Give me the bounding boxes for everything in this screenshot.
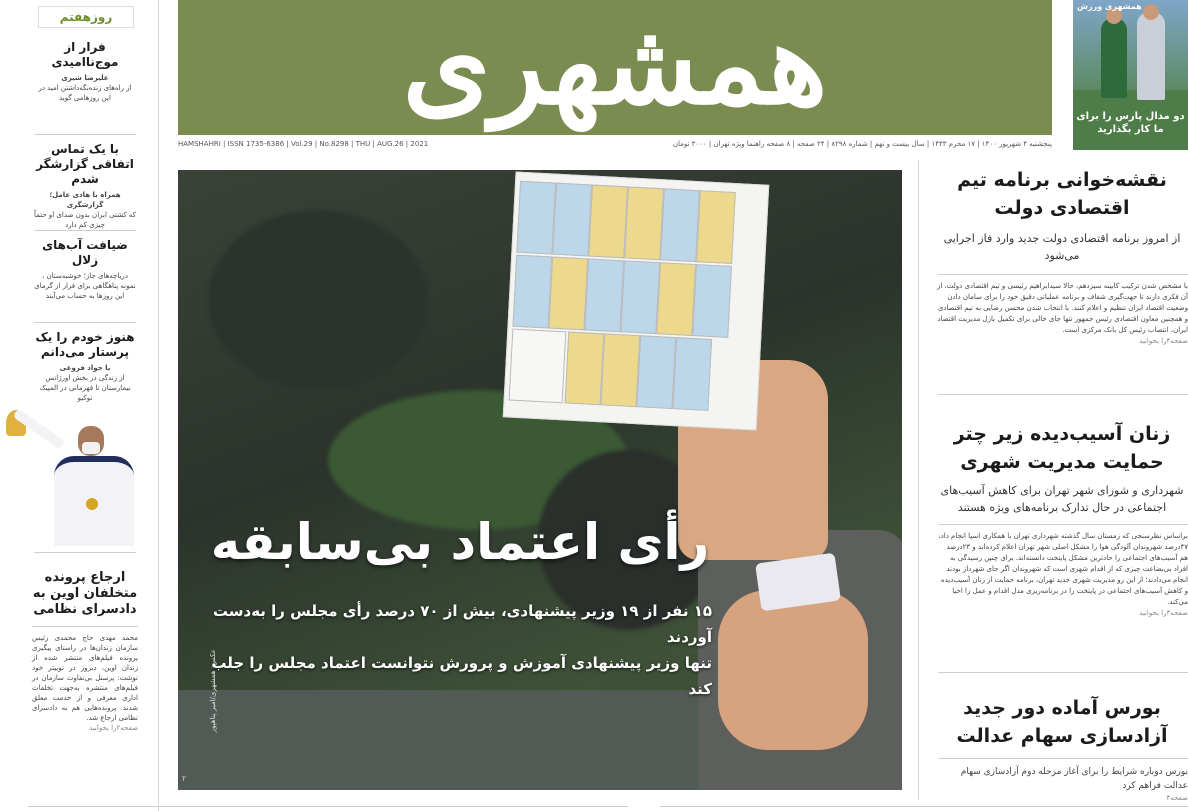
story-subtitle: از امروز برنامه اقتصادی دولت جدید وارد فاز اجرایی می‌شود: [943, 232, 1181, 262]
page-number: ۲: [182, 774, 187, 783]
background-figure: [208, 210, 428, 390]
promo-tag: همشهری ورزش: [1077, 2, 1142, 11]
ballot-cell: [660, 188, 700, 262]
athlete-head: [1143, 4, 1159, 20]
story-title: نقشه‌خوانی برنامه تیم اقتصادی دولت: [957, 169, 1167, 219]
story-ref[interactable]: صفحه۴: [1166, 794, 1188, 802]
ballot-cell: [656, 262, 696, 336]
lead-photo: [178, 170, 902, 790]
athlete-photo: [28, 410, 142, 550]
ballot-cell: [672, 337, 712, 411]
sidebar-item[interactable]: [32, 570, 138, 733]
sidebar-banner-logo[interactable]: روزهفتم: [38, 6, 134, 28]
issue-info-persian: پنجشنبه ۴ شهریور ۱۴۰۰ | ۱۷ محرم ۱۴۴۳ | سال بیست و نهم | شماره ۸۲۹۸ | ۲۴ صفحه | ۸ صفحه راهنما ویژه تهران | ۳۰۰۰ تومان: [672, 140, 1052, 148]
sidebar-divider: [34, 230, 136, 231]
sidebar-item[interactable]: [34, 238, 136, 301]
sidebar-item-title: فرار از موج‌ناامیدی: [51, 40, 119, 69]
athlete-figure: [1101, 18, 1127, 98]
bottom-rule: [28, 806, 628, 807]
story-subtitle: شهرداری و شورای شهر تهران برای کاهش آسیب‌های اجتماعی در حال تدارک برنامه‌های ویژه هستند: [940, 484, 1184, 514]
ballot-cell: [548, 257, 588, 331]
right-column: [936, 160, 1188, 811]
sidebar-divider: [32, 626, 138, 627]
lead-headline[interactable]: رأی اعتماد بی‌سابقه: [210, 513, 710, 571]
ballot-cell: [552, 183, 592, 257]
ballot-cell: [696, 190, 736, 264]
column-divider: [158, 0, 159, 811]
story-divider: [938, 524, 1188, 525]
medal-icon: [86, 498, 98, 510]
masthead-title[interactable]: همشهری: [402, 0, 828, 130]
sidebar-item-title: هنوز خودم را یک پرستار می‌دانم: [35, 330, 135, 359]
sidebar-item[interactable]: [34, 330, 136, 403]
ballot-cell: [509, 329, 567, 404]
ballot-paper-icon: [503, 172, 770, 431]
sidebar-item[interactable]: [34, 40, 136, 103]
pen-hand: [718, 590, 868, 750]
story-body: براساس نظرسنجی که زمستان سال گذشته شهرداری تهران با همکاری اسپا انجام داد، ۴۷درصد شهروندان آلودگی هوا را مشکل اصلی شهر تهران اعلام کرده‌اند و ۲۳درصد هم آسیب‌های اجتماعی را حادترین مشکل پایتخت دانسته‌اند. برای چنین رسیدگی به افراد بی‌بضاعت چیزی که از اقدام شهری است که شهروندان اگر جای شهرداز بودند انجام می‌دادند؛ از این رو مدیریت شهری جدید تهران، برنامه حمایت از زنان آسیب‌دیده و کاهش آسیب‌های اجتماعی در پایتخت را در برنامه‌ریزی مدل اقدام و عمل را احیا می‌کند.: [938, 532, 1188, 606]
issue-info-latin: HAMSHAHRI | ISSN 1735-6386 | Vol.29 | No.8298 | THU | AUG.26 | 2021: [178, 140, 429, 148]
story[interactable]: [936, 166, 1188, 347]
sidebar-item-ref[interactable]: صفحه۲را بخوانید: [89, 724, 138, 732]
story-divider: [938, 274, 1188, 275]
sidebar-item-body: از زندگی در بخش اورژانس بیمارستان تا قهرمانی در المپیک توکیو: [39, 374, 131, 402]
sidebar-item-title: ارجاع پرونده متخلفان اوین به دادسرای نظامی: [32, 570, 138, 617]
story-ref[interactable]: صفحه۳را بخوانید: [1139, 609, 1188, 617]
sidebar-divider: [34, 552, 136, 553]
story[interactable]: [936, 694, 1188, 804]
lead-subhead-line: تنها وزیر پیشنهادی آموزش و پرورش نتوانست اعتماد مجلس را جلب کند: [211, 654, 712, 698]
lead-subhead-line: ۱۵ نفر از ۱۹ وزیر پیشنهادی، بیش از ۷۰ درصد رأی مجلس را به‌دست آوردند: [212, 602, 712, 646]
athlete-figure: [1137, 12, 1165, 100]
lead-subhead: [194, 598, 712, 702]
story-title: بورس آماده دور جدید آزادسازی سهام عدالت: [956, 697, 1168, 747]
column-divider: [918, 160, 919, 800]
ballot-cell: [584, 258, 624, 332]
story-ref[interactable]: صفحه۴را بخوانید: [1139, 337, 1188, 345]
story-divider: [938, 394, 1188, 395]
promo-photo-background: [1073, 0, 1188, 90]
ballot-cell: [516, 181, 556, 255]
story-divider: [938, 672, 1188, 673]
story-title: زنان آسیب‌دیده زیر چتر حمایت مدیریت شهری: [953, 423, 1171, 473]
sidebar-item-byline: با جواد فروغی: [59, 364, 111, 372]
sidebar-divider: [34, 134, 136, 135]
story-divider: [938, 758, 1188, 759]
sidebar-divider: [34, 322, 136, 323]
ballot-cell: [600, 333, 640, 407]
suit-sleeve: [178, 690, 778, 790]
sidebar: [28, 0, 142, 811]
masthead: [178, 0, 1052, 135]
sidebar-item-body: از راه‌های زنده‌نگه‌داشتن امید در این روزهامی گوید: [38, 84, 132, 102]
ballot-cell: [588, 185, 628, 259]
sidebar-item[interactable]: [34, 142, 136, 230]
story-body: بورس دوباره شرایط را برای آغاز مرحله دوم آزادسازی سهام عدالت فراهم کرد: [960, 767, 1188, 791]
sidebar-item-byline: همراه با هادی عامل؛ گزارشگری: [49, 191, 121, 209]
bottom-rule: [660, 806, 1188, 807]
sidebar-item-body: محمد مهدی حاج محمدی رئیس سازمان زندان‌ها در راستای پیگیری پرونده فیلم‌های منتشر شده از زندان اوین، دیروز در توییتر خود نوشت: پرسنل بی‌تفاوت سازمان در فیلم‌های منتشره به‌جهت تخلفات اداری معرفی و از خدمت معلق شدند. پرونده‌هایی هم به دادسرای نظامی ارجاع شد.: [32, 634, 138, 722]
sidebar-item-title: ضیافت آب‌های زلال: [42, 238, 128, 267]
ballot-cell: [624, 186, 664, 260]
sidebar-item-body: که کشتی ایران بدون صدای او حتماً چیزی کم دارد: [34, 211, 136, 229]
sidebar-item-title: با یک تماس اتفاقی گزارشگر شدم: [36, 142, 134, 186]
promo-title: دو مدال پارس را برای ما کار بگذارید: [1076, 111, 1185, 135]
ballot-cell: [620, 260, 660, 334]
ballot-cell: [692, 264, 732, 338]
face-mask-icon: [82, 442, 100, 454]
issue-info-line: [178, 137, 1052, 151]
ballot-cell: [512, 255, 552, 329]
sidebar-item-body: دریاچه‌های جاز؛ خوشبه‌ستان ، نمونه پناهگاهی برای فرار از گرمای این روزها به حساب می‌آیند: [34, 272, 136, 300]
photo-credit: عکس: همشهری/امیر پناهپور: [209, 649, 217, 733]
story-body: با مشخص شدن ترکیب کابینه سیزدهم، حالا سیدابراهیم رئیسی و تیم اقتصادی دولت، از آن فکری دارند تا جهت‌گیری شفاف و برنامه عملیاتی دقیق خود را برای سامان دادن وضعیت اقتصاد ایران تنظیم و اعلام کنند. با انتخاب شدن محسن رضایی به تیم اقتصادی و همچنین معاون اقتصادی رئیس جمهور تنها جای خالی برای تکمیل بازل مدیریت اقتصاد ایران، انتصاب رئیس کل بانک مرکزی است.: [936, 282, 1188, 334]
ballot-cell: [636, 335, 676, 409]
story[interactable]: [936, 420, 1188, 619]
sports-promo[interactable]: [1073, 0, 1188, 150]
sidebar-item-byline: علیرضا شیری: [61, 74, 109, 82]
ballot-cell: [565, 331, 605, 405]
